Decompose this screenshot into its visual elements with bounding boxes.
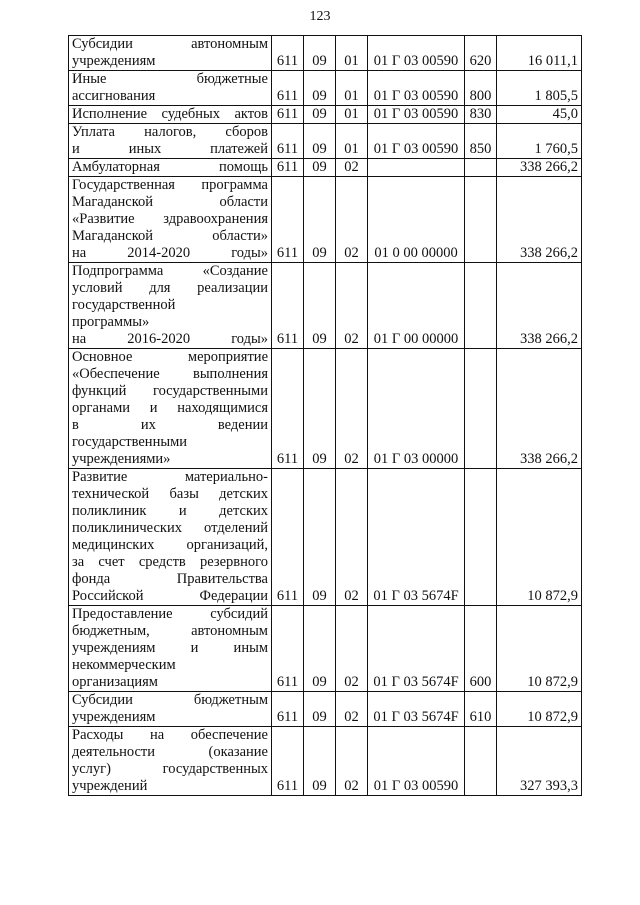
row-name-line: организациям [72, 674, 158, 690]
table-row [69, 727, 582, 796]
row-name-line: Уплата налогов, сборов [72, 124, 268, 140]
row-target-code: 01 Г 03 00590 [368, 71, 465, 106]
row-expense-type [465, 349, 497, 469]
row-target-code: 01 0 00 00000 [368, 177, 465, 263]
budget-table-body [69, 36, 582, 796]
row-target-code: 01 Г 03 5674F [368, 469, 465, 606]
row-target-code: 01 Г 03 00000 [368, 349, 465, 469]
row-department-code: 611 [272, 727, 304, 796]
row-target-code: 01 Г 03 00590 [368, 727, 465, 796]
row-name-line: Субсидии автономным [72, 36, 268, 52]
row-amount: 16 011,1 [497, 36, 582, 71]
row-department-code: 611 [272, 606, 304, 692]
row-amount: 1 760,5 [497, 124, 582, 159]
row-expense-type [465, 177, 497, 263]
row-subsection-code: 02 [336, 606, 368, 692]
row-name [69, 71, 272, 106]
row-name [69, 159, 272, 177]
row-name-line: «Развитие здравоохранения [72, 211, 268, 227]
row-section-code: 09 [304, 263, 336, 349]
row-department-code: 611 [272, 692, 304, 727]
row-name-line: учреждениям [72, 709, 156, 725]
row-subsection-code: 01 [336, 106, 368, 124]
row-name-line: Российской Федерации [72, 588, 268, 604]
row-section-code: 09 [304, 106, 336, 124]
budget-table [68, 35, 582, 796]
row-department-code: 611 [272, 106, 304, 124]
row-name [69, 469, 272, 606]
row-name-line: медицинских организаций, [72, 537, 268, 553]
row-name-line: учреждениями» [72, 451, 171, 467]
row-expense-type [465, 159, 497, 177]
row-name-line: услуг) государственных [72, 761, 268, 777]
row-section-code: 09 [304, 606, 336, 692]
row-amount: 10 872,9 [497, 692, 582, 727]
row-section-code: 09 [304, 692, 336, 727]
row-expense-type [465, 469, 497, 606]
row-target-code [368, 159, 465, 177]
row-subsection-code: 02 [336, 469, 368, 606]
row-name-line: учреждениям [72, 53, 156, 69]
row-name-line: Субсидии бюджетным [72, 692, 268, 708]
row-subsection-code: 02 [336, 177, 368, 263]
row-expense-type [465, 263, 497, 349]
row-name-line: поликлиник и детских [72, 503, 268, 519]
row-name-line: Расходы на обеспечение [72, 727, 268, 743]
row-name-line: Амбулаторная помощь [72, 159, 268, 175]
table-row [69, 36, 582, 71]
table-row [69, 469, 582, 606]
row-name-line: государственной [72, 297, 176, 313]
row-name-line: за счет средств резервного [72, 554, 268, 570]
row-name-line: органами и находящимися [72, 400, 268, 416]
table-row [69, 106, 582, 124]
row-name-line: Государственная программа [72, 177, 268, 193]
table-row [69, 124, 582, 159]
row-name-line: Предоставление субсидий [72, 606, 268, 622]
table-row [69, 263, 582, 349]
row-amount: 45,0 [497, 106, 582, 124]
row-section-code: 09 [304, 469, 336, 606]
row-department-code: 611 [272, 177, 304, 263]
row-name [69, 263, 272, 349]
row-department-code: 611 [272, 36, 304, 71]
row-expense-type: 850 [465, 124, 497, 159]
row-amount: 10 872,9 [497, 606, 582, 692]
row-amount: 1 805,5 [497, 71, 582, 106]
row-subsection-code: 02 [336, 159, 368, 177]
row-expense-type: 620 [465, 36, 497, 71]
row-amount: 327 393,3 [497, 727, 582, 796]
row-expense-type: 600 [465, 606, 497, 692]
row-target-code: 01 Г 00 00000 [368, 263, 465, 349]
row-name-line: государственными [72, 434, 188, 450]
row-name-line: Магаданской области» [72, 228, 268, 244]
row-name-line: технической базы детских [72, 486, 268, 502]
row-amount: 338 266,2 [497, 263, 582, 349]
row-name [69, 36, 272, 71]
row-expense-type [465, 727, 497, 796]
row-department-code: 611 [272, 124, 304, 159]
row-expense-type: 800 [465, 71, 497, 106]
table-row [69, 349, 582, 469]
row-name-line: «Обеспечение выполнения [72, 366, 268, 382]
row-amount: 10 872,9 [497, 469, 582, 606]
row-name [69, 692, 272, 727]
row-subsection-code: 01 [336, 124, 368, 159]
table-row [69, 71, 582, 106]
row-name-line: некоммерческим [72, 657, 176, 673]
table-row [69, 159, 582, 177]
row-subsection-code: 02 [336, 692, 368, 727]
row-amount: 338 266,2 [497, 177, 582, 263]
row-name-line: поликлинических отделений [72, 520, 268, 536]
row-department-code: 611 [272, 71, 304, 106]
row-subsection-code: 01 [336, 71, 368, 106]
row-name-line: фонда Правительства [72, 571, 268, 587]
row-amount: 338 266,2 [497, 159, 582, 177]
row-name-line: условий для реализации [72, 280, 268, 296]
table-row [69, 692, 582, 727]
row-department-code: 611 [272, 159, 304, 177]
row-expense-type: 830 [465, 106, 497, 124]
row-name-line: учреждениям и иным [72, 640, 268, 656]
row-name-line: на 2014-2020 годы» [72, 245, 268, 261]
row-name-line: в их ведении [72, 417, 268, 433]
row-name-line: Подпрограмма «Создание [72, 263, 268, 279]
row-name-line: функций государственными [72, 383, 268, 399]
row-amount: 338 266,2 [497, 349, 582, 469]
row-name [69, 106, 272, 124]
row-section-code: 09 [304, 36, 336, 71]
row-expense-type: 610 [465, 692, 497, 727]
row-name-line: Развитие материально- [72, 469, 268, 485]
row-name-line: деятельности (оказание [72, 744, 268, 760]
row-section-code: 09 [304, 159, 336, 177]
row-name [69, 606, 272, 692]
row-section-code: 09 [304, 177, 336, 263]
row-name [69, 349, 272, 469]
row-subsection-code: 01 [336, 36, 368, 71]
row-name-line: Иные бюджетные [72, 71, 268, 87]
row-department-code: 611 [272, 469, 304, 606]
row-target-code: 01 Г 03 5674F [368, 692, 465, 727]
row-subsection-code: 02 [336, 727, 368, 796]
row-name [69, 124, 272, 159]
row-name [69, 177, 272, 263]
row-target-code: 01 Г 03 00590 [368, 124, 465, 159]
row-name-line: бюджетным, автономным [72, 623, 268, 639]
row-target-code: 01 Г 03 00590 [368, 36, 465, 71]
row-department-code: 611 [272, 349, 304, 469]
row-name-line: Магаданской области [72, 194, 268, 210]
row-name [69, 727, 272, 796]
page-number: 123 [309, 9, 331, 24]
row-target-code: 01 Г 03 00590 [368, 106, 465, 124]
row-name-line: на 2016-2020 годы» [72, 331, 268, 347]
row-section-code: 09 [304, 71, 336, 106]
row-section-code: 09 [304, 124, 336, 159]
row-subsection-code: 02 [336, 263, 368, 349]
row-name-line: учреждений [72, 778, 148, 794]
row-name-line: и иных платежей [72, 141, 268, 157]
row-section-code: 09 [304, 349, 336, 469]
row-name-line: Основное мероприятие [72, 349, 268, 365]
row-name-line: Исполнение судебных актов [72, 106, 268, 122]
row-name-line: программы» [72, 314, 150, 330]
row-subsection-code: 02 [336, 349, 368, 469]
row-target-code: 01 Г 03 5674F [368, 606, 465, 692]
row-department-code: 611 [272, 263, 304, 349]
table-row [69, 177, 582, 263]
row-section-code: 09 [304, 727, 336, 796]
row-name-line: ассигнования [72, 88, 156, 104]
table-row [69, 606, 582, 692]
